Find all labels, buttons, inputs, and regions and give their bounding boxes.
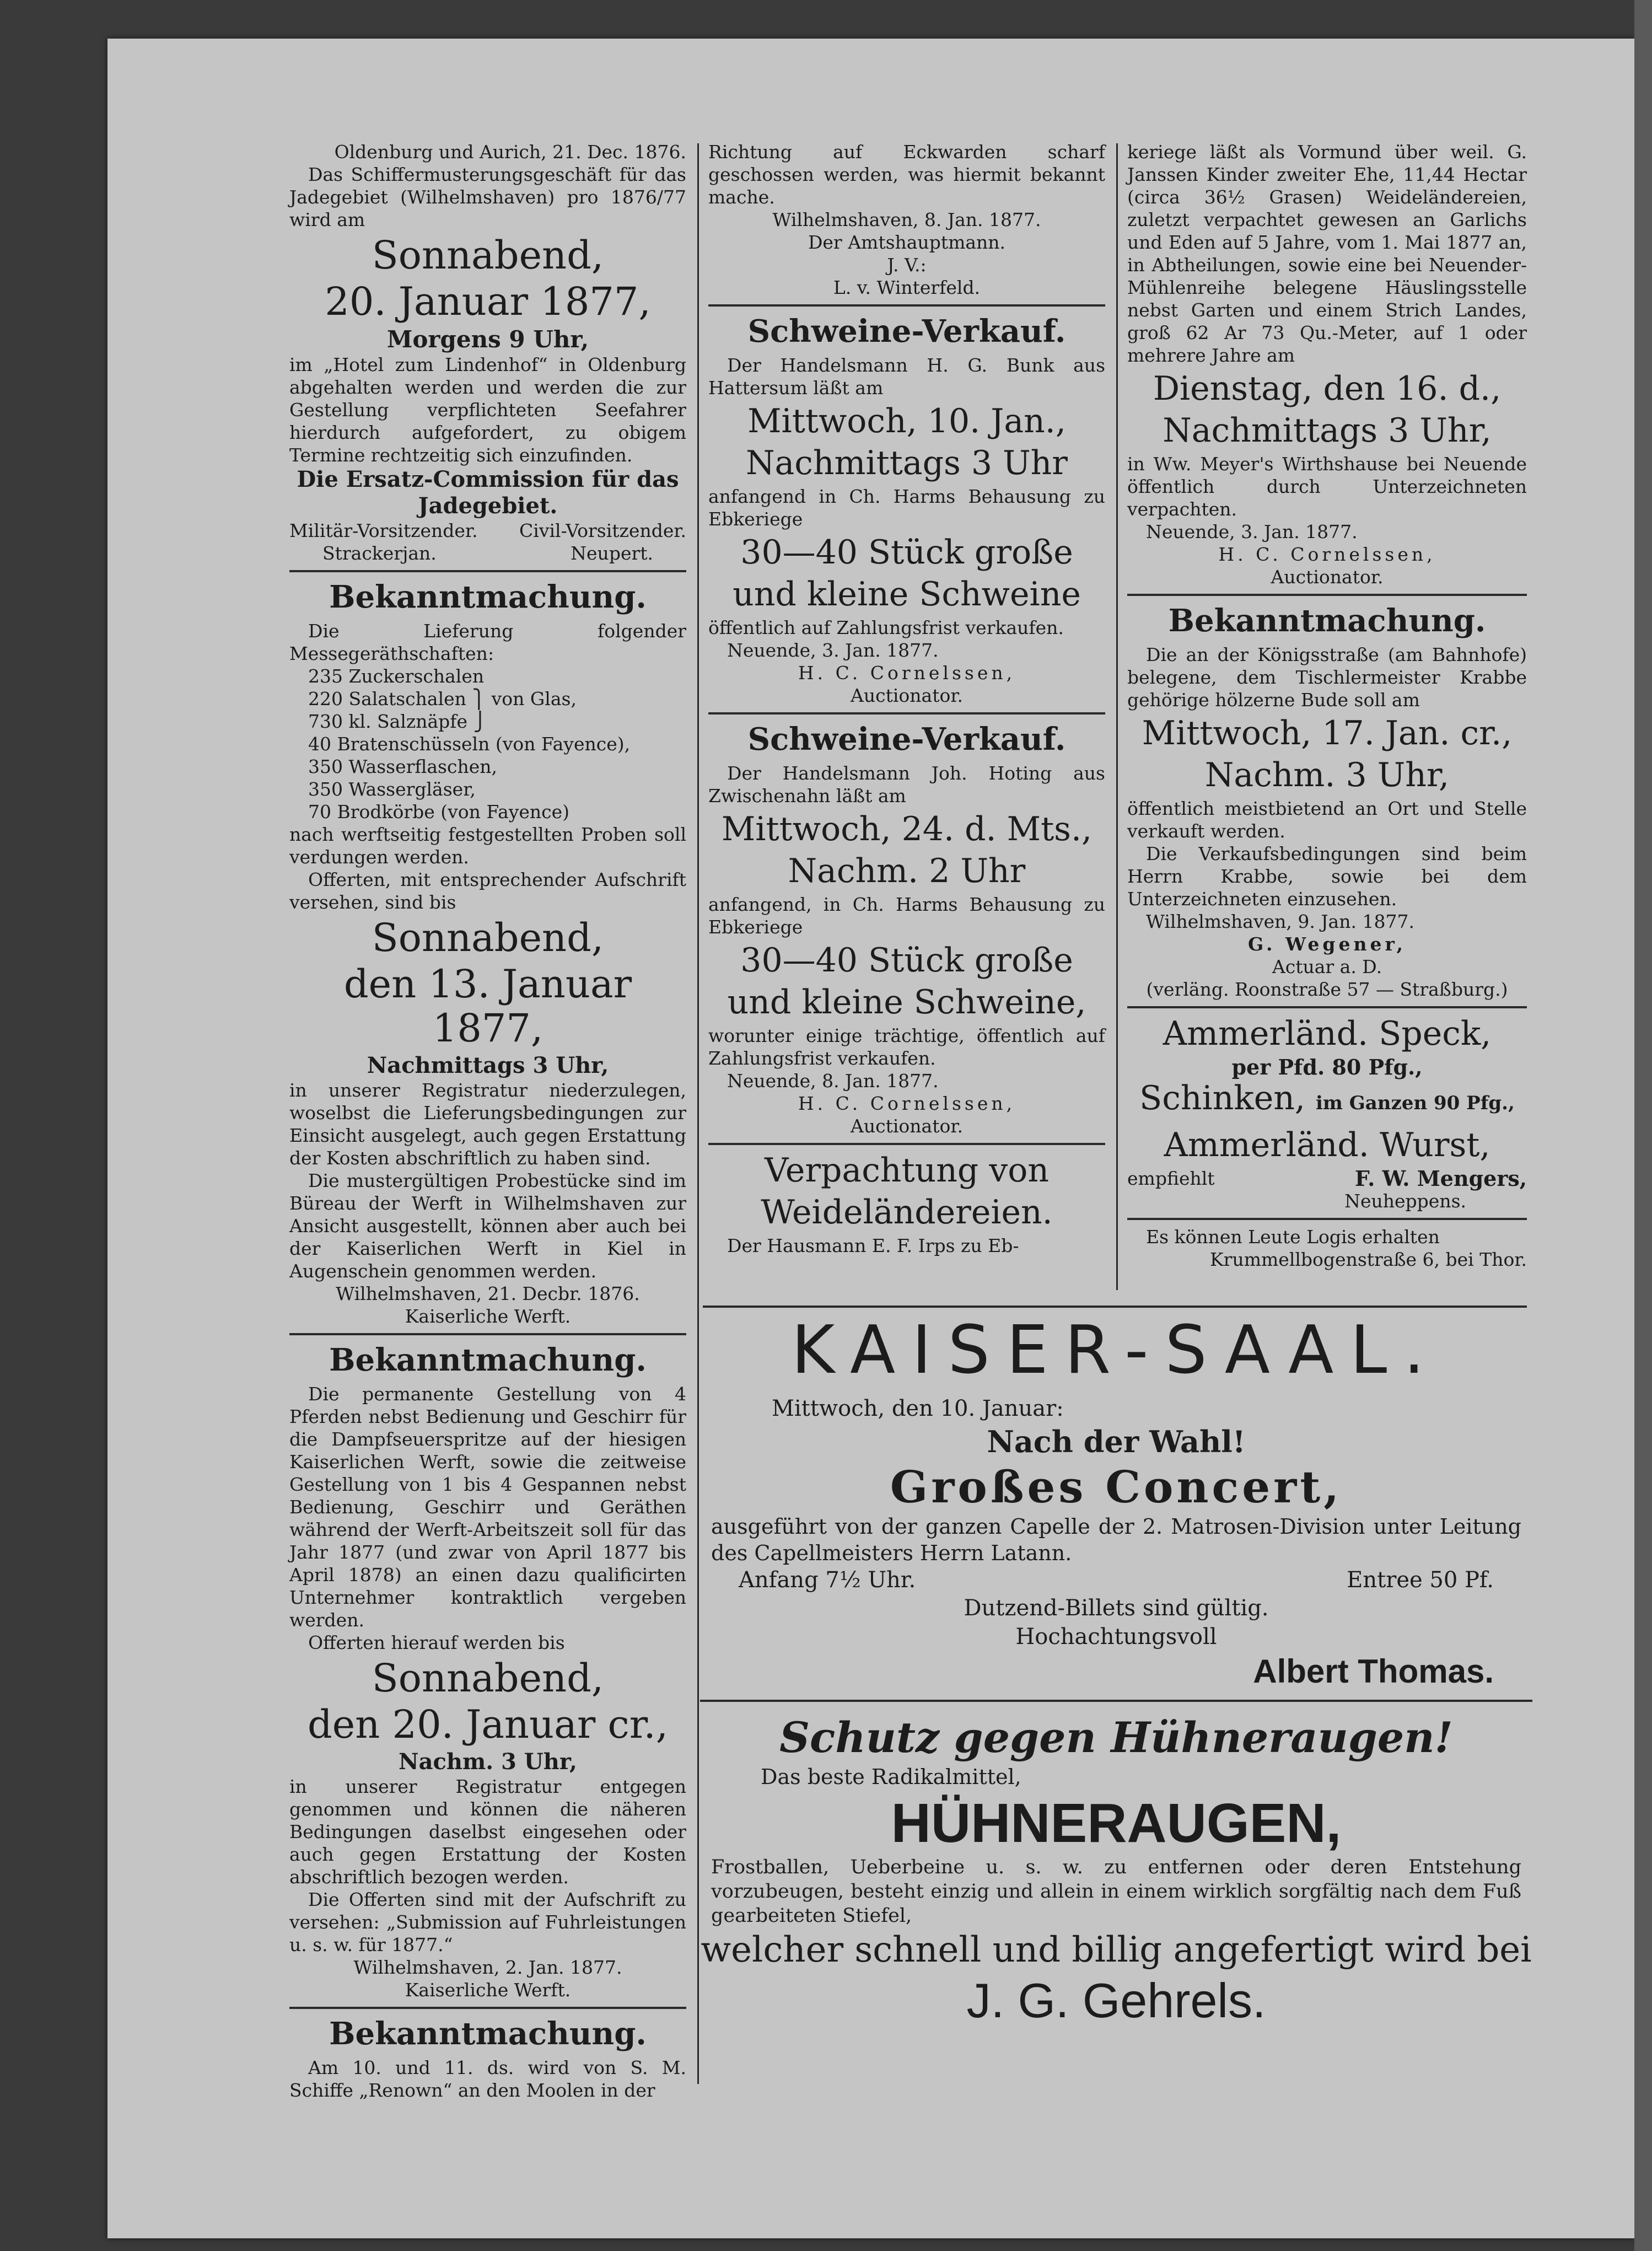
c3-recommend-label: empfiehlt xyxy=(1127,1168,1215,1189)
b2-signature-role: Auctionator. xyxy=(851,685,963,706)
a1-body: Das Schiffermusterungsgeschäft für das Jadegebiet (Wilhelmshaven) pro 1876/77 wird am xyxy=(289,164,686,230)
list-item: 730 kl. Salznäpfe ⎭ xyxy=(308,711,487,732)
schutz-intro: Das beste Radikalmittel, xyxy=(761,1765,1021,1789)
schutz-line: welcher schnell und billig angefertigt wird bei xyxy=(701,1930,1532,1970)
b3-day: Mittwoch, 24. d. Mts., xyxy=(721,810,1093,848)
c3-schinken-line xyxy=(1127,1078,1527,1123)
kaiser-signer: Albert Thomas. xyxy=(1253,1653,1494,1690)
column-1 xyxy=(289,141,686,2101)
b3-signature: H. C. Cornelssen, xyxy=(798,1093,1016,1114)
b2-body3: öffentlich auf Zahlungsfrist verkaufen. xyxy=(708,617,1064,638)
a1-date: 20. Januar 1877, xyxy=(325,279,651,324)
c3-recommend xyxy=(1127,1167,1527,1190)
schutz-body: Frostballen, Ueberbeine u. s. w. zu entfernen oder deren Entstehung vorzubeugen, besteht einzig und allein in einem wirklich sorgfältig nach dem Fuß gearbeiteten Stiefel, xyxy=(711,1856,1521,1927)
column-3 xyxy=(1127,141,1527,1298)
list-item: 70 Brodkörbe (von Fayence) xyxy=(308,801,570,823)
c3-wurst: Ammerländ. Wurst, xyxy=(1164,1126,1490,1164)
kaiser-wahl: Nach der Wahl! xyxy=(987,1424,1246,1459)
b2-item: und kleine Schweine xyxy=(733,575,1081,614)
rule xyxy=(708,712,1105,714)
c3-place: Neuheppens. xyxy=(1344,1190,1466,1212)
a1-day: Sonnabend, xyxy=(372,233,604,278)
list-item: 350 Wasserflaschen, xyxy=(308,756,498,777)
c2-body3: Die Verkaufsbedingungen sind beim Herrn Krabbe, sowie bei dem Unterzeichneten einzusehen. xyxy=(1127,843,1527,910)
column-divider-2 xyxy=(1116,143,1118,1290)
a1-body2: im „Hotel zum Lindenhof“ in Oldenburg abgehalten werden und werden die zur Gestellung verpflichteten Seefahrer hierdurch aufgefordert, zu obigem Termine rechtzeitig sich einzufinden. xyxy=(289,354,686,466)
schutz-title: Schutz gegen Hühneraugen! xyxy=(779,1713,1453,1762)
b1-dateline: Wilhelmshaven, 8. Jan. 1877. xyxy=(772,209,1041,230)
a2-dateline: Wilhelmshaven, 21. Decbr. 1876. xyxy=(336,1283,640,1304)
a1-names xyxy=(289,542,686,565)
b4-body: Der Hausmann E. F. Irps zu Eb- xyxy=(727,1235,1019,1256)
rule xyxy=(1127,1218,1527,1220)
kaiser-body: ausgeführt von der ganzen Capelle der 2. Matrosen-Division unter Leitung des Capellmeisters Herrn Latann. xyxy=(711,1514,1521,1565)
b3-count: 30—40 Stück große xyxy=(740,941,1073,980)
b2-body2: anfangend in Ch. Harms Behausung zu Ebkeriege xyxy=(708,486,1105,530)
column-2 xyxy=(708,141,1105,1298)
c1-time: Nachmittags 3 Uhr, xyxy=(1163,411,1492,450)
b3-heading: Schweine-Verkauf. xyxy=(747,721,1066,758)
b1-sign1: Der Amtshauptmann. xyxy=(808,232,1006,253)
b3-body: Der Handelsmann Joh. Hoting aus Zwischenahn läßt am xyxy=(708,762,1105,807)
c1-body: keriege läßt als Vormund über weil. G. Janssen Kinder zweiter Ehe, 11,44 Hectar (circa 36½ Grasen) Weideländereien, zuletzt verpachtet gewesen an Garlichs und Eden auf 5 Jahre, vom 1. Mai 1877 an, in Abtheilungen, sowie eine bei Neuender-Mühlenreihe belegene Häuslingsstelle nebst Garten und einem Strich Landes, groß 62 Ar 73 Qu.-Meter, auf 1 oder mehrere Jahre am xyxy=(1127,141,1527,366)
rule xyxy=(289,1333,686,1335)
a1-signature: Die Ersatz-Commission für das Jadegebiet. xyxy=(297,466,679,519)
c2-body: Die an der Königsstraße (am Bahnhofe) belegene, dem Tischlermeister Krabbe gehörige hölzerne Bude soll am xyxy=(1127,644,1527,711)
c3-schinken: Schinken, xyxy=(1139,1079,1305,1118)
schutz-word: HÜHNERAUGEN, xyxy=(891,1792,1342,1854)
a3-body2: Offerten hierauf werden bis xyxy=(308,1632,565,1653)
kaiser-concert: Großes Concert, xyxy=(890,1461,1343,1513)
a3-heading: Bekanntmachung. xyxy=(329,1342,647,1378)
a1-time: Morgens 9 Uhr, xyxy=(386,326,589,353)
c2-signature-role: Actuar a. D. xyxy=(1272,956,1382,977)
a2-body: nach werftseitig festgestellten Proben soll verdungen werden. xyxy=(289,824,686,868)
kaiser-top-rule xyxy=(703,1306,1527,1308)
a2-body4: Die mustergültigen Probestücke sind im Büreau der Werft in Wilhelmshaven zur Ansicht ausgestellt, können aber auch bei der Kaiserlichen Werft in Kiel in Augenschein genommen werden. xyxy=(289,1170,686,1282)
c2-time: Nachm. 3 Uhr, xyxy=(1204,756,1450,794)
b2-dateline: Neuende, 3. Jan. 1877. xyxy=(727,640,939,661)
kaiser-anfang: Anfang 7½ Uhr. xyxy=(739,1567,916,1593)
b2-time: Nachmittags 3 Uhr xyxy=(745,444,1068,482)
a3-dateline: Wilhelmshaven, 2. Jan. 1877. xyxy=(353,1957,622,1978)
c3-price-schinken: im Ganzen 90 Pfg., xyxy=(1316,1092,1515,1114)
a3-date: den 20. Januar cr., xyxy=(307,1702,669,1747)
b2-day: Mittwoch, 10. Jan., xyxy=(747,402,1066,440)
b1-sign3: L. v. Winterfeld. xyxy=(833,277,981,298)
c1-signature-role: Auctionator. xyxy=(1271,566,1384,588)
rule xyxy=(1127,1006,1527,1008)
list-item: 220 Salatschalen ⎫ von Glas, xyxy=(308,688,577,710)
b2-count: 30—40 Stück große xyxy=(740,533,1073,572)
schutz-name: J. G. Gehrels. xyxy=(966,1973,1266,2028)
c2-body2: öffentlich meistbietend an Ort und Stelle verkauft werden. xyxy=(1127,798,1527,842)
a2-body3: in unserer Registratur niederzulegen, woselbst die Lieferungsbedingungen zur Einsicht ausgelegt, auch gegen Erstattung der Kosten abschriftlich zu haben sind. xyxy=(289,1079,686,1169)
a3-day: Sonnabend, xyxy=(372,1656,604,1701)
kaiser-date: Mittwoch, den 10. Januar: xyxy=(772,1396,1064,1421)
c2-dateline: Wilhelmshaven, 9. Jan. 1877. xyxy=(1146,911,1414,932)
list-item: 350 Wassergläser, xyxy=(308,778,476,800)
c4-body: Es können Leute Logis erhalten xyxy=(1146,1226,1440,1248)
a1-right-role: Civil-Vorsitzender. xyxy=(519,520,686,541)
list-item: 235 Zuckerschalen xyxy=(308,665,485,687)
c2-address: (verläng. Roonstraße 57 — Straßburg.) xyxy=(1146,979,1508,1000)
a1-right-name: Neupert. xyxy=(571,542,653,564)
rule xyxy=(700,1700,1532,1702)
a2-item-list xyxy=(289,665,686,823)
b3-body2: anfangend, in Ch. Harms Behausung zu Ebkeriege xyxy=(708,894,1105,938)
a2-intro: Die Lieferung folgender Messegeräthschaften: xyxy=(289,620,686,664)
rule xyxy=(708,1143,1105,1145)
a2-body2: Offerten, mit entsprechender Aufschrift versehen, sind bis xyxy=(289,869,686,913)
b1-sign2: J. V.: xyxy=(887,254,927,276)
a1-left-role: Militär-Vorsitzender. xyxy=(289,520,478,541)
c2-heading: Bekanntmachung. xyxy=(1168,603,1486,639)
b4-heading-2: Weideländereien. xyxy=(761,1193,1053,1232)
b4-heading-1: Verpachtung von xyxy=(765,1151,1049,1190)
c4-body2: Krummellbogenstraße 6, bei Thor. xyxy=(1210,1249,1527,1270)
a2-date: den 13. Januar 1877, xyxy=(343,961,632,1051)
rule xyxy=(708,304,1105,307)
c1-day: Dienstag, den 16. d., xyxy=(1153,369,1502,408)
b3-body3: worunter einige trächtige, öffentlich auf Zahlungsfrist verkaufen. xyxy=(708,1025,1105,1069)
b2-signature: H. C. Cornelssen, xyxy=(798,662,1016,684)
b2-body: Der Handelsmann H. G. Bunk aus Hattersum läßt am xyxy=(708,354,1105,399)
a3-body3: in unserer Registratur entgegen genommen und können die näheren Bedingungen daselbst eingesehen oder auch gegen Erstattung der Kosten abschriftlich bezogen werden. xyxy=(289,1776,686,1888)
kaiser-entree: Entree 50 Pf. xyxy=(1347,1567,1494,1593)
c3-speck: Ammerländ. Speck, xyxy=(1163,1014,1492,1053)
a1-left-name: Strackerjan. xyxy=(322,542,437,564)
column-divider-1 xyxy=(697,143,699,2084)
list-item: 40 Bratenschüsseln (von Fayence), xyxy=(308,733,631,755)
a1-roles xyxy=(289,519,686,542)
kaiser-hochachtung: Hochachtungsvoll xyxy=(1015,1624,1217,1650)
b3-item: und kleine Schweine, xyxy=(727,983,1086,1022)
rule xyxy=(289,570,686,572)
a3-body4: Die Offerten sind mit der Aufschrift zu versehen: „Submission auf Fuhrleistungen u. s. w. für 1877.“ xyxy=(289,1889,686,1955)
c1-signature: H. C. Cornelssen, xyxy=(1218,544,1436,565)
a2-signature: Kaiserliche Werft. xyxy=(405,1306,571,1327)
b3-signature-role: Auctionator. xyxy=(851,1115,963,1137)
scan-edge xyxy=(1634,0,1652,2251)
b3-dateline: Neuende, 8. Jan. 1877. xyxy=(727,1070,939,1092)
kaiser-saal-advertisement xyxy=(700,1312,1532,2084)
c3-merchant: F. W. Mengers, xyxy=(1354,1166,1527,1191)
b3-time: Nachm. 2 Uhr xyxy=(788,852,1026,890)
c2-day: Mittwoch, 17. Jan. cr., xyxy=(1142,714,1513,753)
c1-dateline: Neuende, 3. Jan. 1877. xyxy=(1146,521,1358,542)
a4-heading: Bekanntmachung. xyxy=(329,2016,647,2052)
b2-heading: Schweine-Verkauf. xyxy=(747,313,1066,350)
kaiser-dutzend: Dutzend-Billets sind gültig. xyxy=(964,1595,1269,1621)
c1-body2: in Ww. Meyer's Wirthshause bei Neuende öffentlich durch Unterzeichneten verpachten. xyxy=(1127,453,1527,520)
a3-body: Die permanente Gestellung von 4 Pferden nebst Bedienung und Geschirr für die Dampfseuerspritze auf der hiesigen Kaiserlichen Werft, sowie die zeitweise Gestellung von 1 bis 4 Gespannen nebst Bedienung, Geschirr und Geräthen während der Werft-Arbeitszeit soll für das Jahr 1877 (und zwar von April 1877 bis April 1878) an einen dazu qualificirten Unternehmer kontraktlich vergeben werden. xyxy=(289,1383,686,1631)
a2-time: Nachmittags 3 Uhr, xyxy=(367,1052,609,1078)
a4-body: Am 10. und 11. ds. wird von S. M. Schiffe „Renown“ an den Moolen in der xyxy=(289,2057,686,2101)
a2-day: Sonnabend, xyxy=(372,915,604,960)
kaiser-title: KAISER-SAAL. xyxy=(791,1312,1441,1389)
a1-dateline: Oldenburg und Aurich, 21. Dec. 1876. xyxy=(334,141,686,163)
c2-signature: G. Wegener, xyxy=(1248,933,1406,955)
b1-body: Richtung auf Eckwarden scharf geschossen werden, was hiermit bekannt mache. xyxy=(708,141,1105,208)
rule xyxy=(289,2007,686,2009)
c3-price-speck: per Pfd. 80 Pfg., xyxy=(1231,1055,1423,1079)
a3-signature: Kaiserliche Werft. xyxy=(405,1979,571,2001)
kaiser-anfang-row xyxy=(700,1566,1532,1594)
a3-time: Nachm. 3 Uhr, xyxy=(399,1749,577,1775)
a2-heading: Bekanntmachung. xyxy=(329,579,647,615)
rule xyxy=(1127,594,1527,596)
